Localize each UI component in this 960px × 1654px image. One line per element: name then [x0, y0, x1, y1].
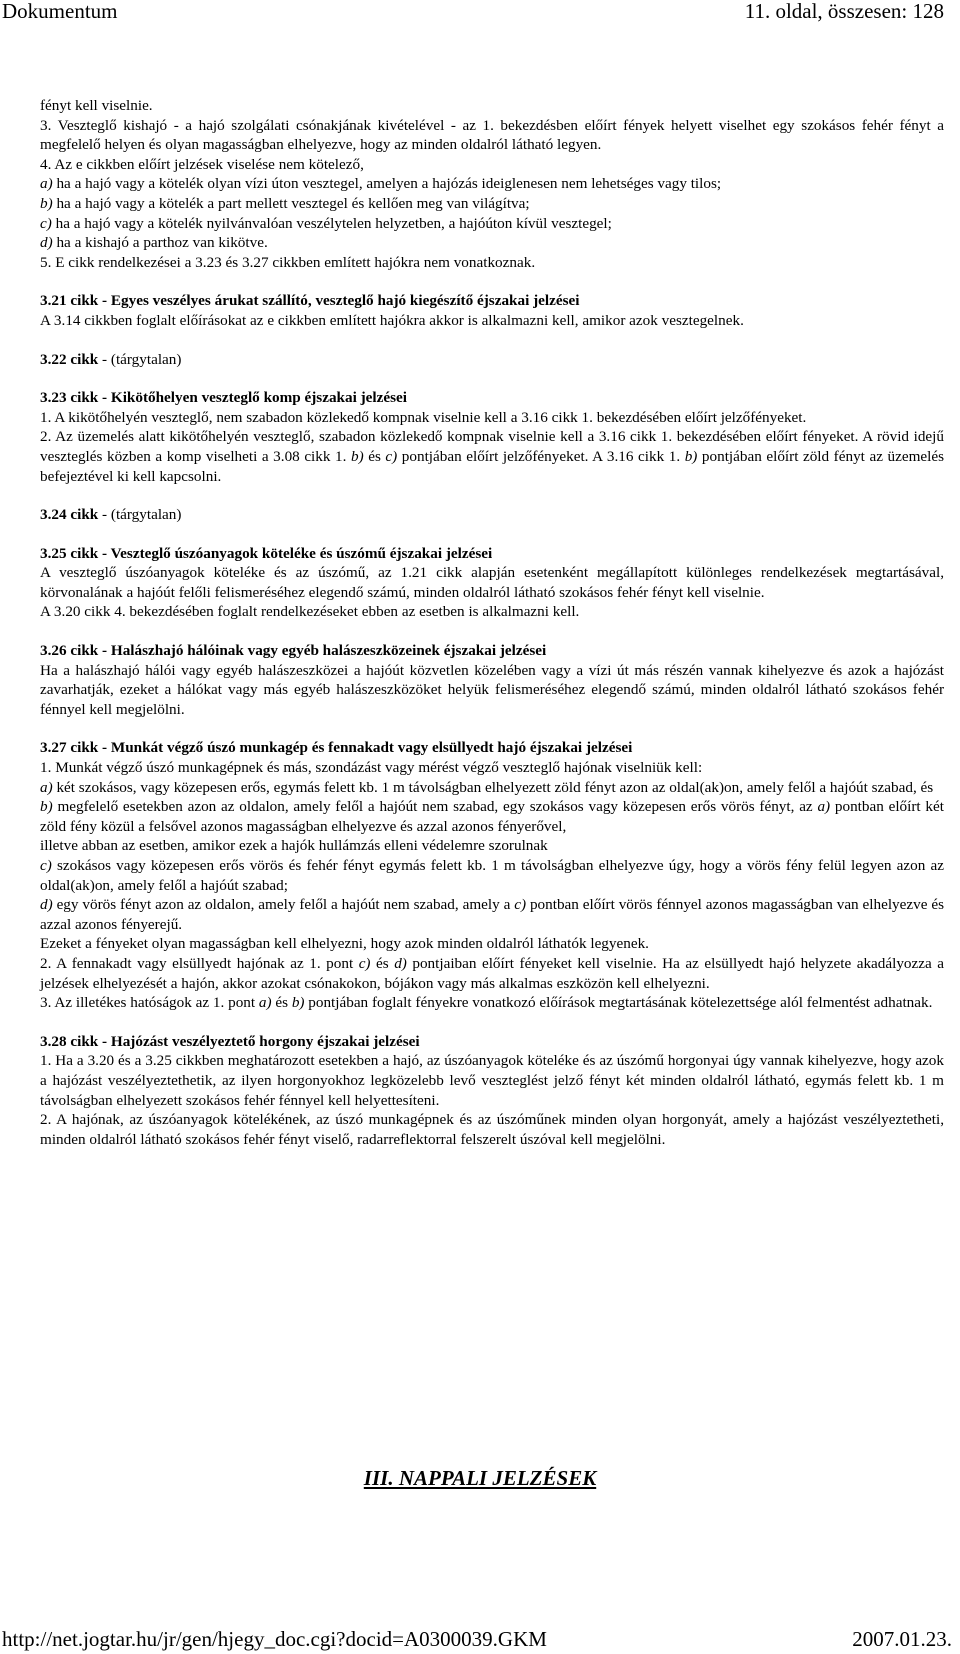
- document-body: [40, 96, 944, 1149]
- section-heading: 3.22 cikk - (tárgytalan): [40, 350, 182, 368]
- list-item: b) megfelelő esetekben azon az oldalon, amely felől a hajóút nem szabad, egy szokásos vagy közepesen erős vörös fényt, az a) pontban előírt két zöld fény közül a felsővel azonos magasságban elhelyezve és azzal azonos fényerővel,: [40, 798, 944, 835]
- paragraph: A 3.20 cikk 4. bekezdésében foglalt rendelkezéseket ebben az esetben is alkalmazni kell.: [40, 603, 580, 621]
- list-item: a) két szokásos, vagy közepesen erős, egymás felett kb. 1 m távolságban elhelyezett zöld fényt azon az oldal(ak)on, amely felől a hajóút szabad, és: [40, 778, 934, 796]
- section-heading: 3.27 cikk - Munkát végző úszó munkagép és fennakadt vagy elsüllyedt hajó éjszakai jelzései: [40, 739, 633, 757]
- list-item: d) egy vörös fényt azon az oldalon, amely felől a hajóút nem szabad, amely a c) pontban előírt vörös fénnyel azonos magasságban van elhelyezve és azzal azonos fényerejű.: [40, 896, 945, 933]
- paragraph: 3. Az illetékes hatóságok az 1. pont a) és b) pontjában foglalt fényekre vonatkozó előírások megtartásának kötelezettsége alól felmentést adhatnak.: [40, 994, 933, 1012]
- paragraph: Ha a halászhajó hálói vagy egyéb halászeszközei a hajóút közvetlen közelében vagy a vízi út más részén vannak kihelyezve és azok a hajózást zavarhatják, ezeket a hálókat vagy más egyéb halászeszközöket helyük felismeréséhez elegendő számú, minden oldalról látható szokásos fehér fénnyel kell megjelölni.: [40, 661, 944, 718]
- paragraph: illetve abban az esetben, amikor ezek a hajók hullámzás elleni védelemre szorulnak: [40, 837, 548, 855]
- paragraph: fényt kell viselnie.: [40, 97, 153, 114]
- paragraph: A veszteglő úszóanyagok köteléke és az úszómű, az 1.21 cikk alapján esetenként megállapított különleges rendelkezések megtartásával, körvonalának a hajóút felőli felismeréséhez elegendő számú, minden oldalról látható szokásos fehér fényt kell viselnie.: [40, 564, 944, 601]
- section-heading: 3.25 cikk - Veszteglő úszóanyagok köteléke és úszómű éjszakai jelzései: [40, 544, 493, 562]
- section-heading: 3.24 cikk - (tárgytalan): [40, 506, 182, 524]
- section-heading: 3.21 cikk - Egyes veszélyes árukat szállító, veszteglő hajó kiegészítő éjszakai jelzései: [40, 292, 580, 310]
- list-item: c) ha a hajó vagy a kötelék nyilvánvalóan veszélytelen helyzetben, a hajóúton kívül vesztegel;: [40, 214, 612, 232]
- document-url[interactable]: http://net.jogtar.hu/jr/gen/hjegy_doc.cgi?docid=A0300039.GKM: [2, 1627, 547, 1651]
- section-heading: 3.28 cikk - Hajózást veszélyeztető horgony éjszakai jelzései: [40, 1032, 420, 1050]
- document-label: Dokumentum: [2, 0, 118, 23]
- paragraph: 3. Veszteglő kishajó - a hajó szolgálati csónakjának kivételével - az 1. bekezdésben előírt fények helyett viselhet egy szokásos fehér fényt a megfelelő helyen és olyan magasságban elhelyezve, hogy az minden oldalról látható legyen.: [40, 116, 944, 154]
- section-heading: 3.26 cikk - Halászhajó hálóinak vagy egyéb halászeszközeinek éjszakai jelzései: [40, 642, 547, 660]
- paragraph: 1. Ha a 3.20 és a 3.25 cikkben meghatározott esetekben a hajó, az úszóanyagok köteléke és az úszómű horgonyai úgy vannak kihelyezve, hogy azok a hajózást veszélyeztethetik, az ilyen horgonyokhoz legközelebb levő veszteglést jelző fényt két minden oldalról látható, egymás felett kb. 1 m távolságban elhelyezett szokásos fehér fénnyel kell helyettesíteni.: [40, 1052, 944, 1109]
- paragraph: 2. A fennakadt vagy elsüllyedt hajónak az 1. pont c) és d) pontjaiban előírt fényeket kell viselnie. Ha az elsüllyedt hajó helyzete akadályozza a jelzések elhelyezését a hajón, akkor azokat csónakokon, bójákon vagy más alkalmas eszközön kell elhelyezni.: [40, 954, 944, 992]
- paragraph: 2. Az üzemelés alatt kikötőhelyén veszteglő, szabadon közlekedő kompnak viselnie kell a 3.16 cikk 1. bekezdésében előírt fényeket. A rövid idejű veszteglés közben a komp viselheti a 3.08 cikk 1. b) és c) pontjában előírt jelzőfényeket. A 3.16 cikk 1. b) pontjában előírt zöld fényt az üzemelés befejeztével ki kell kapcsolni.: [40, 428, 944, 485]
- list-item: a) ha a hajó vagy a kötelék olyan vízi úton vesztegel, amelyen a hajózás ideiglenesen nem lehetséges vagy tilos;: [40, 175, 722, 193]
- part-title: III. NAPPALI JELZÉSEK: [363, 1466, 597, 1490]
- paragraph: 1. Munkát végző úszó munkagépnek és más, szondázást vagy mérést végző veszteglő hajónak viselniük kell:: [40, 759, 703, 777]
- page-counter: 11. oldal, összesen: 128: [744, 0, 944, 23]
- list-item: b) ha a hajó vagy a kötelék a part mellett vesztegel és kellően meg van világítva;: [40, 194, 530, 212]
- paragraph: 1. A kikötőhelyén veszteglő, nem szabadon közlekedő kompnak viselnie kell a 3.16 cikk 1. bekezdésében előírt jelzőfényeket.: [40, 408, 807, 426]
- section-heading: 3.23 cikk - Kikötőhelyen veszteglő komp éjszakai jelzései: [40, 389, 407, 407]
- list-item: d) ha a kishajó a parthoz van kikötve.: [40, 234, 268, 252]
- page-header: [0, 0, 960, 30]
- page-footer: [0, 1624, 960, 1654]
- paragraph: 4. Az e cikkben előírt jelzések viselése nem kötelező,: [40, 155, 364, 173]
- paragraph: 2. A hajónak, az úszóanyagok kötelékének, az úszó munkagépnek és az úszóműnek minden olyan horgonyát, amely a hajózást veszélyeztetheti, minden oldalról látható szokásos fehér fényt viselő, radarreflektorral felszerelt úszóval kell megjelölni.: [40, 1111, 944, 1148]
- list-item: c) szokásos vagy közepesen erős vörös és fehér fényt egymás felett kb. 1 m távolságban elhelyezve úgy, hogy a vörös fény felül legyen azon az oldal(ak)on, amely felől a hajóút szabad;: [40, 857, 944, 894]
- paragraph: 5. E cikk rendelkezései a 3.23 és 3.27 cikkben említett hajókra nem vonatkoznak.: [40, 253, 536, 271]
- paragraph: A 3.14 cikkben foglalt előírásokat az e cikkben említett hajókra akkor is alkalmazni kell, amikor azok vesztegelnek.: [40, 311, 744, 329]
- print-date: 2007.01.23.: [852, 1627, 952, 1651]
- paragraph: Ezeket a fényeket olyan magasságban kell elhelyezni, hogy azok minden oldalról láthatók legyenek.: [40, 935, 649, 953]
